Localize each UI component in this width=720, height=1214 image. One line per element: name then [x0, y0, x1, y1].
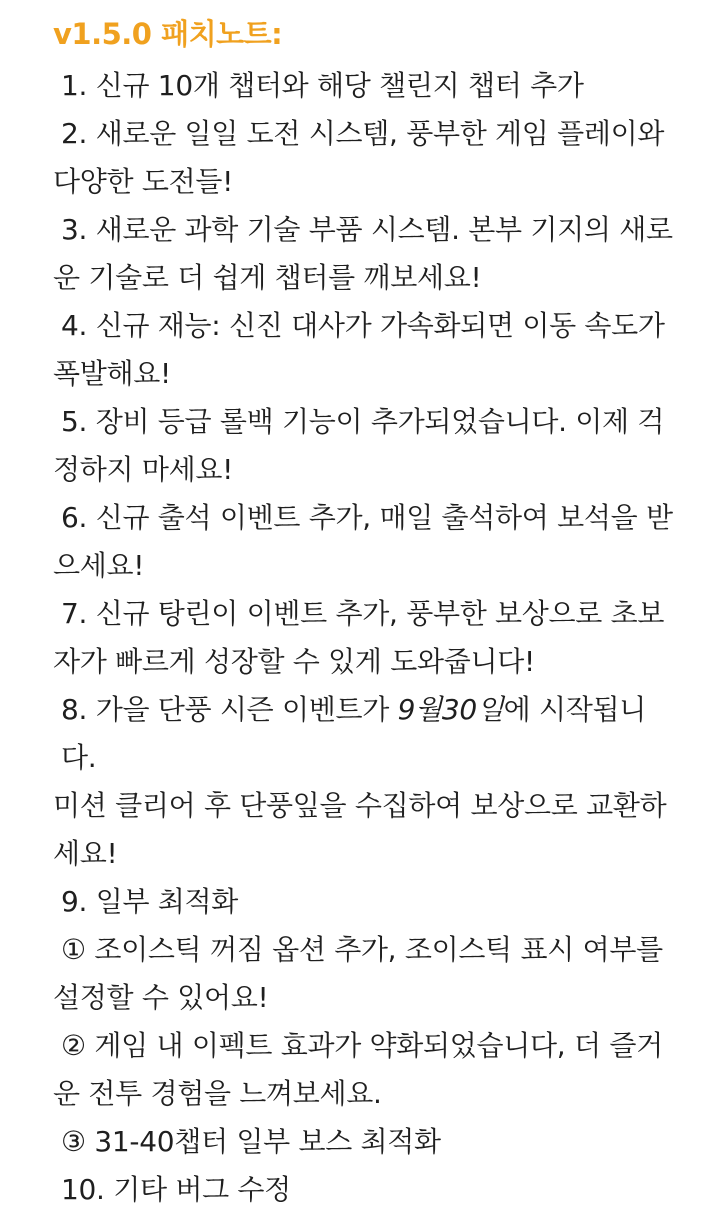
- note-line: 운 기술로 더 쉽게 챕터를 깨보세요!: [53, 261, 482, 294]
- note-item-8: [53, 686, 680, 878]
- note-line: 세요!: [53, 837, 118, 870]
- note-item-9: [53, 878, 680, 926]
- note-line: ① 조이스틱 꺼짐 옵션 추가, 조이스틱 표시 여부를: [61, 933, 663, 966]
- note-line: 정하지 마세요!: [53, 453, 234, 486]
- note-line: 5. 장비 등급 롤백 기능이 추가되었습니다. 이제 걱: [61, 405, 665, 438]
- note-text: 에 시작됩니다.: [61, 693, 646, 774]
- note-line: ② 게임 내 이펙트 효과가 약화되었습니다, 더 즐거: [61, 1029, 663, 1062]
- note-line: 4. 신규 재능: 신진 대사가 가속화되면 이동 속도가: [61, 309, 665, 342]
- note-item-10: [53, 1166, 680, 1214]
- note-line: 으세요!: [53, 549, 145, 582]
- note-subitem-1: [53, 926, 680, 1022]
- note-line: 폭발해요!: [53, 357, 171, 390]
- note-item-5: [53, 398, 680, 494]
- note-item-1: [53, 62, 680, 110]
- note-item-4: [53, 302, 680, 398]
- note-text: 8. 가을 단풍 시즌 이벤트가: [61, 693, 398, 726]
- event-date: 9월30일: [397, 693, 504, 726]
- note-item-2: [53, 110, 680, 206]
- page-title: v1.5.0 패치노트:: [53, 17, 283, 51]
- note-item-7: [53, 590, 680, 686]
- note-item-3: [53, 206, 680, 302]
- note-line: 2. 새로운 일일 도전 시스템, 풍부한 게임 플레이와: [61, 117, 665, 150]
- note-item-6: [53, 494, 680, 590]
- note-line: ③ 31-40챕터 일부 보스 최적화: [61, 1125, 441, 1158]
- note-line: 10. 기타 버그 수정: [61, 1173, 291, 1206]
- note-line: 9. 일부 최적화: [61, 885, 239, 918]
- note-line: 7. 신규 탕린이 이벤트 추가, 풍부한 보상으로 초보: [61, 597, 665, 630]
- note-line: 미션 클리어 후 단풍잎을 수집하여 보상으로 교환하: [53, 789, 667, 822]
- note-line: 1. 신규 10개 챕터와 해당 챌린지 챕터 추가: [61, 69, 584, 102]
- note-line: 3. 새로운 과학 기술 부품 시스템. 본부 기지의 새로: [61, 213, 673, 246]
- note-line: 설정할 수 있어요!: [53, 981, 269, 1014]
- note-line: 자가 빠르게 성장할 수 있게 도와줍니다!: [53, 645, 535, 678]
- patch-notes-list: [53, 62, 680, 1214]
- note-subitem-2: [53, 1022, 680, 1118]
- note-subitem-3: [53, 1118, 680, 1166]
- note-line: 다양한 도전들!: [53, 165, 234, 198]
- note-line: [53, 686, 680, 782]
- note-line: 6. 신규 출석 이벤트 추가, 매일 출석하여 보석을 받: [61, 501, 673, 534]
- note-line: 운 전투 경험을 느껴보세요.: [53, 1077, 382, 1110]
